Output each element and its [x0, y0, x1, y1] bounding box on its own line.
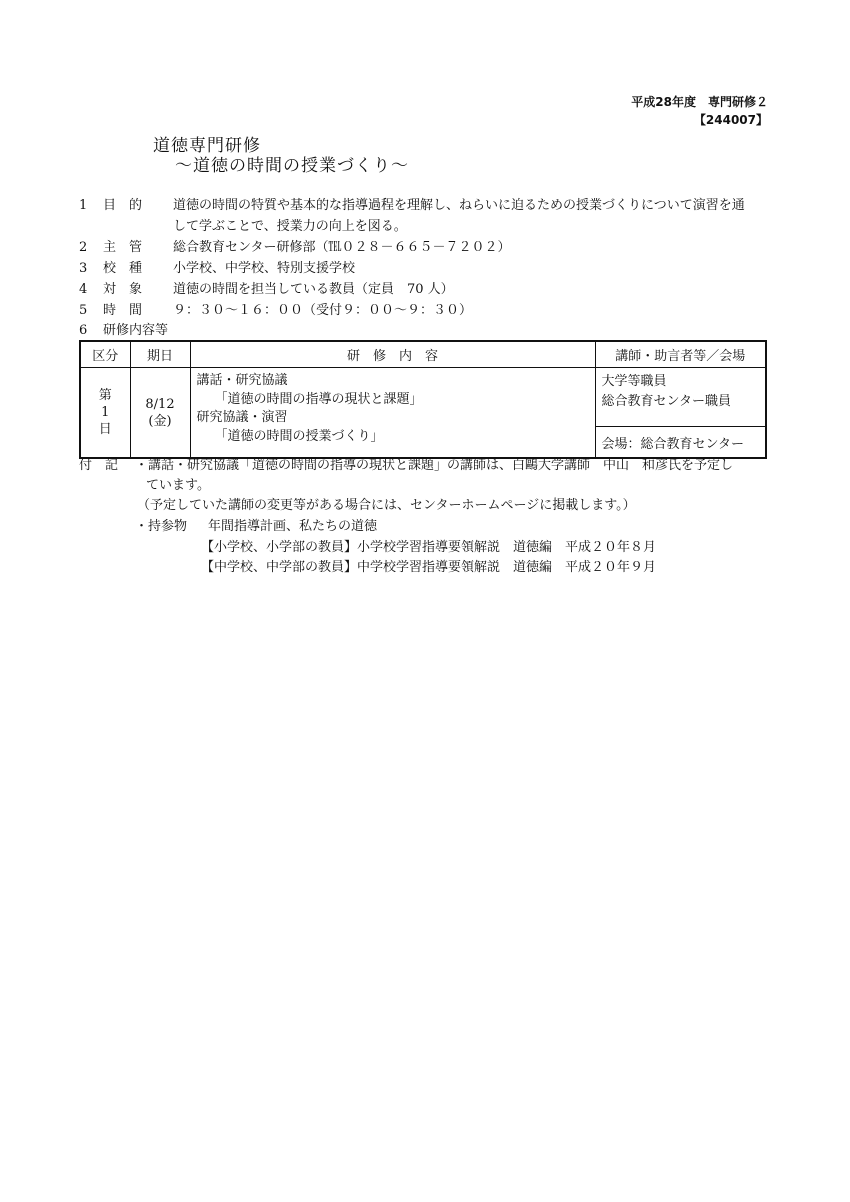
schedule-table [79, 340, 767, 459]
item-school-type: 3 校 種 小学校、中学校、特別支援学校 [79, 261, 356, 276]
table-row [80, 368, 766, 427]
lecturer-cell: 大学等職員 総合教育センター職員 [595, 368, 766, 427]
page-subtitle: 〜道徳の時間の授業づくり〜 [175, 156, 409, 176]
item-purpose: 1 目 的 道徳の時間の特質や基本的な指導過程を理解し、ねらいに迫るための授業づくりについて演習を通 [79, 198, 745, 213]
notes-belongings-label: ・持参物 [135, 519, 188, 534]
header-content: 研 修 内 容 [190, 341, 595, 368]
item-organizer: 2 主 管 総合教育センター研修部（℡０２８－６６５－７２０２） [79, 240, 511, 255]
table-header-row [80, 341, 766, 368]
content-cell: 講話・研究協議 「道徳の時間の指導の現状と課題」 研究協議・演習 「道徳の時間の授業づくり」 [190, 368, 595, 459]
item-content-heading: 6 研修内容等 [79, 323, 169, 338]
venue-cell: 会場：総合教育センター [595, 427, 766, 459]
notes-change-notice: （予定していた講師の変更等がある場合には、センターホームページに掲載します。） [137, 498, 636, 513]
notes-belongings: 年間指導計画、私たちの道徳 [208, 519, 378, 534]
notes-elementary-guide: 【小学校、小学部の教員】小学校学習指導要領解説 道徳編 平成２０年８月 [201, 540, 657, 555]
header-lecturer: 講師・助言者等／会場 [595, 341, 766, 368]
kubun-cell: 第 1 日 [80, 368, 130, 459]
date-cell: 8/12 (金) [130, 368, 190, 459]
notes-lecturer-cont: ています。 [146, 478, 210, 493]
item-target: 4 対 象 道徳の時間を担当している教員（定員 70 人） [79, 282, 454, 297]
notes-lecturer: ・講話・研究協議「道徳の時間の指導の現状と課題」の講師は、白鷗大学講師 中山 和彦氏を予定し [135, 458, 734, 473]
fiscal-year-label: 平成28年度 専門研修２ [631, 95, 768, 109]
header-date: 期日 [130, 341, 190, 368]
notes-junior-guide: 【中学校、中学部の教員】中学校学習指導要領解説 道徳編 平成２０年９月 [201, 560, 657, 575]
item-time: 5 時 間 ９：３０〜１６：００（受付９：００〜９：３０） [79, 303, 473, 318]
notes-label: 付 記 [79, 458, 119, 473]
item-purpose-cont: して学ぶことで、授業力の向上を図る。 [173, 219, 407, 234]
course-code: 【244007】 [693, 113, 768, 127]
page-title: 道徳専門研修 [153, 136, 261, 156]
header-kubun: 区分 [80, 341, 130, 368]
